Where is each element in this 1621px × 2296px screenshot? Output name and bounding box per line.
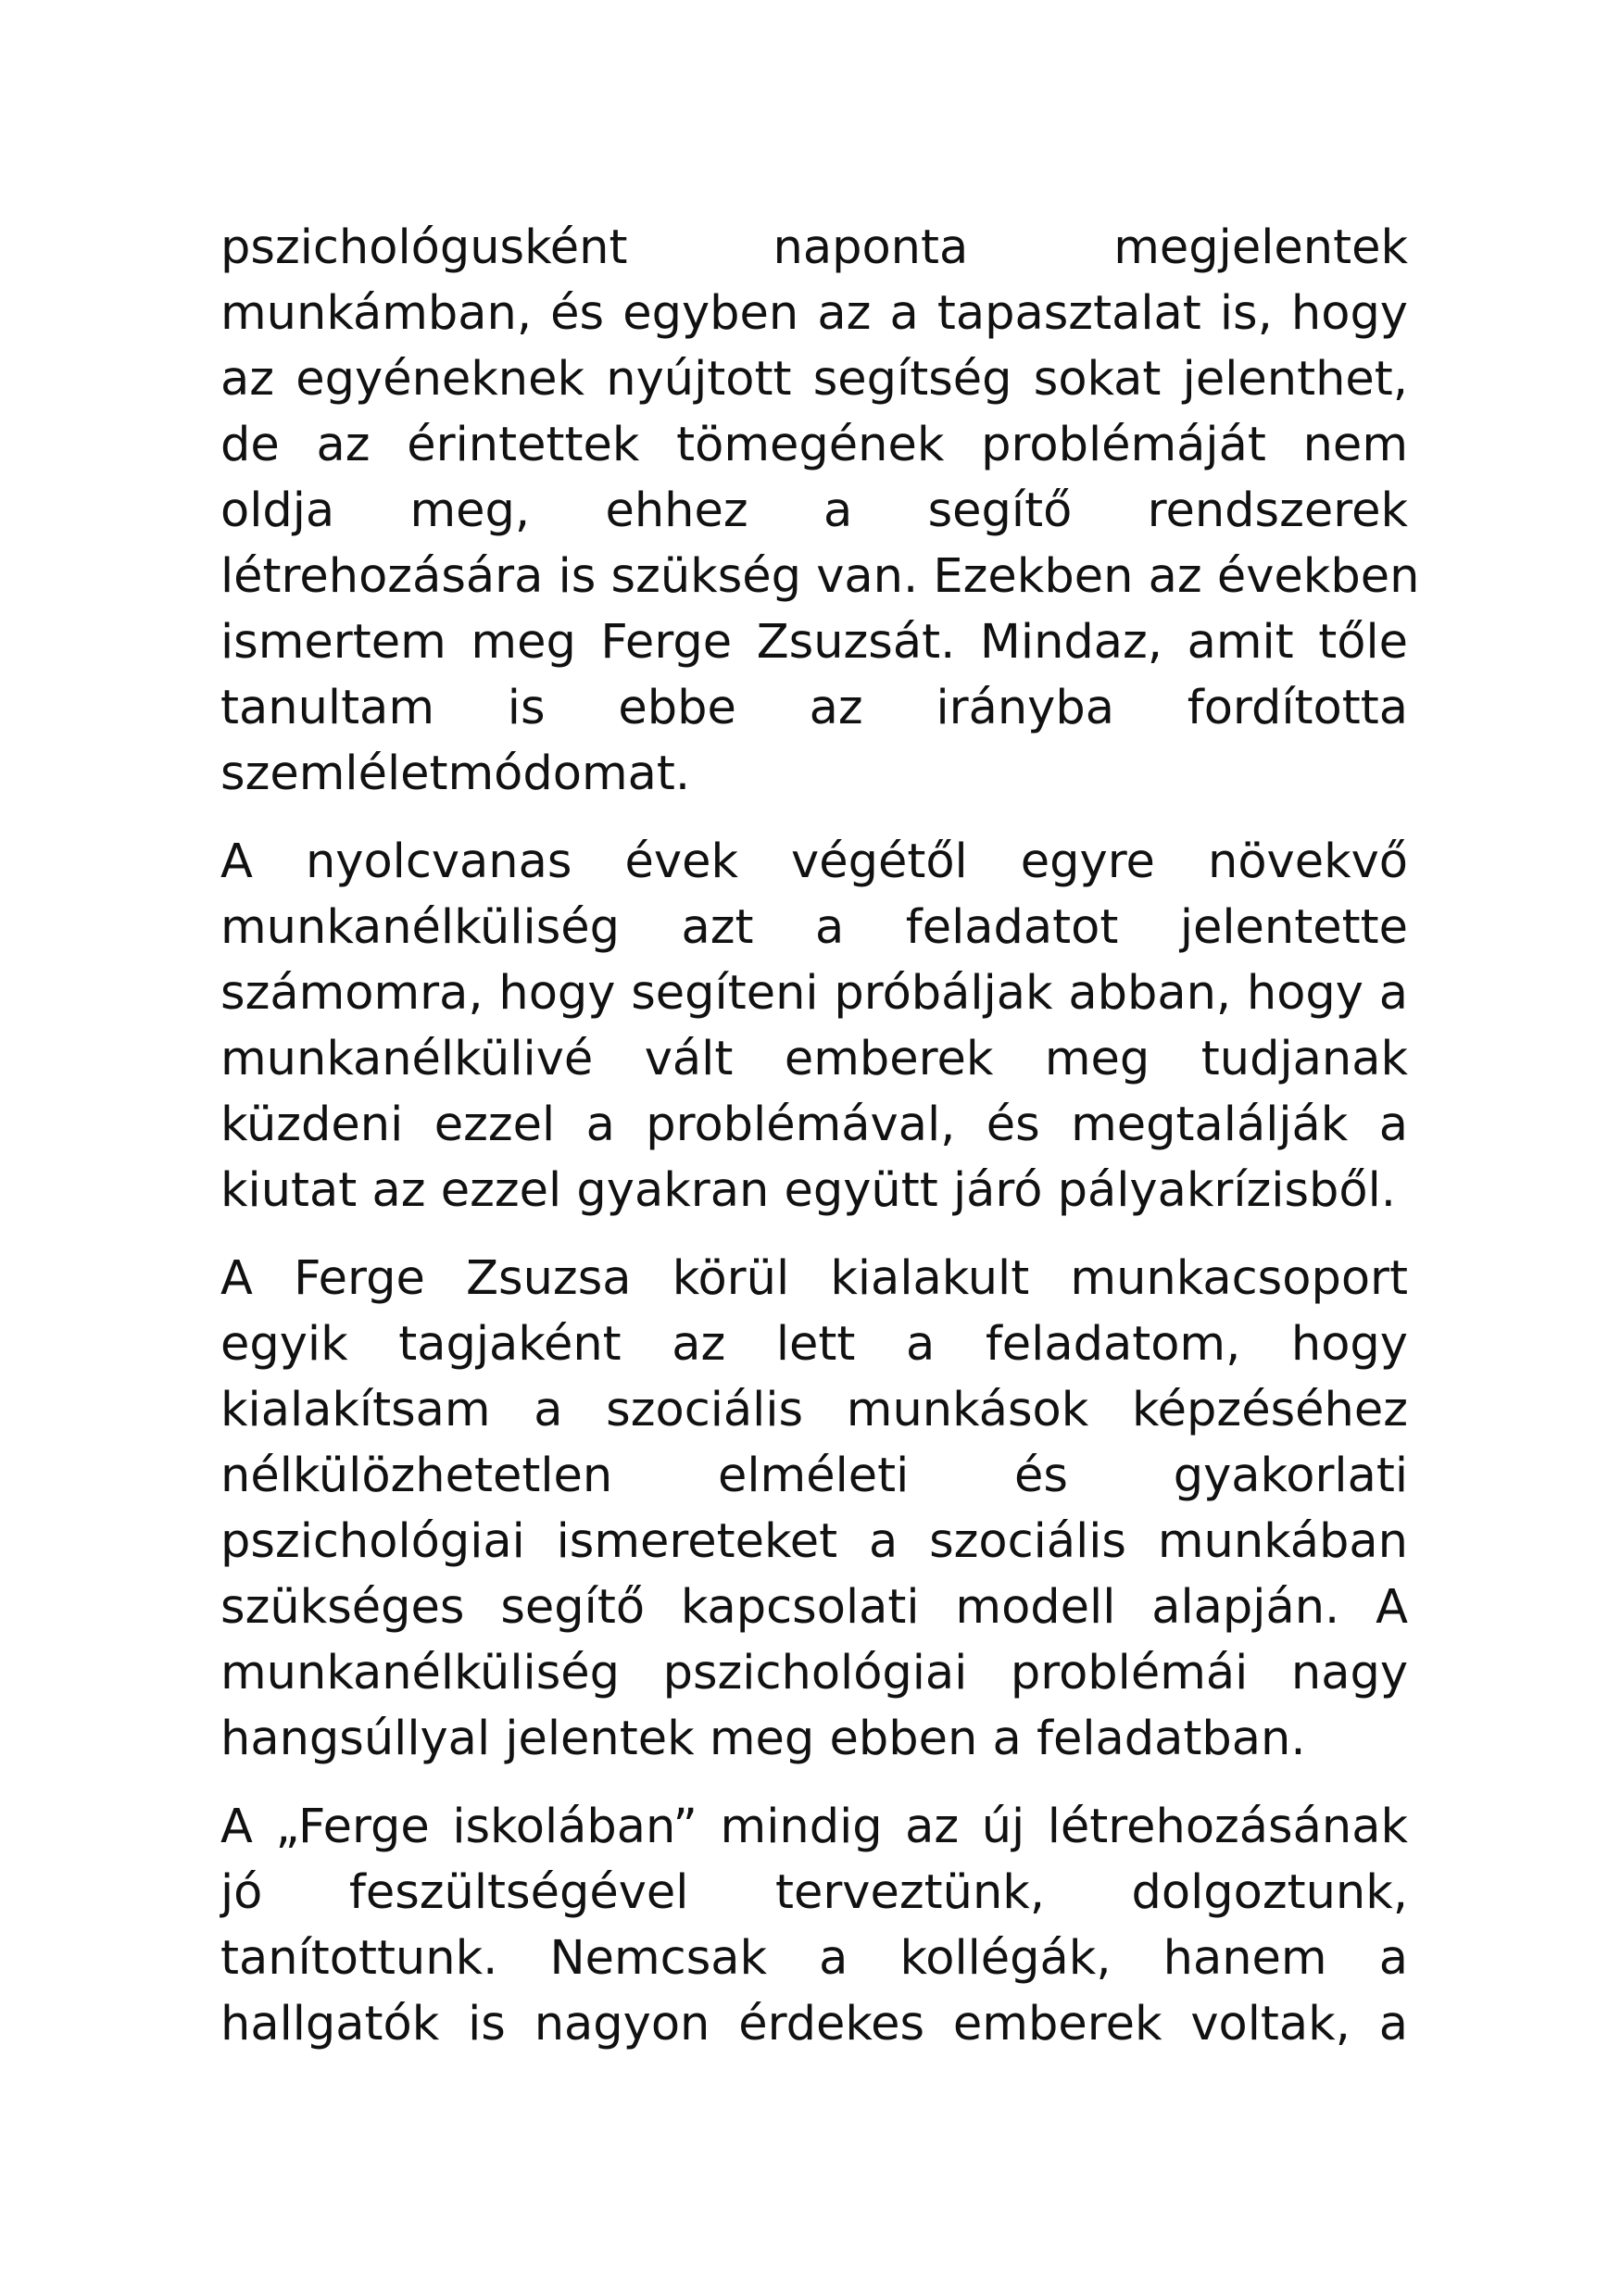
text-line: munkanélküliség pszichológiai problémái nagy — [220, 1646, 1408, 1700]
text-line: tanultam is ebbe az irányba fordította — [220, 681, 1408, 735]
text-line: szemléletmódomat. — [220, 747, 691, 801]
paragraph-1 — [220, 215, 1420, 807]
text-line: de az érintettek tömegének problémáját nem — [220, 418, 1408, 472]
text-line: ismertem meg Ferge Zsuzsát. Mindaz, amit tőle — [220, 615, 1408, 670]
text-line: munkanélküliség azt a feladatot jelentette — [220, 900, 1408, 955]
text-line: küzdeni ezzel a problémával, és megtalálják a — [220, 1098, 1408, 1152]
text-line: számomra, hogy segíteni próbáljak abban, hogy a — [220, 966, 1408, 1021]
text-line: munkámban, és egyben az a tapasztalat is, hogy — [220, 286, 1408, 341]
text-line: jó feszültségével terveztünk, dolgoztunk, — [220, 1865, 1408, 1920]
text-line: A nyolcvanas évek végétől egyre növekvő — [220, 834, 1408, 889]
text-line: tanítottunk. Nemcsak a kollégák, hanem a — [220, 1931, 1408, 1986]
text-line: kiutat az ezzel gyakran együtt járó pályakrízisből. — [220, 1163, 1396, 1218]
text-line: A „Ferge iskolában” mindig az új létrehozásának — [220, 1800, 1408, 1854]
text-line: pszichológusként naponta megjelentek — [220, 220, 1408, 275]
paragraph-2 — [220, 829, 1408, 1223]
text-line: pszichológiai ismereteket a szociális munkában — [220, 1514, 1408, 1569]
text-line: kialakítsam a szociális munkások képzéséhez — [220, 1383, 1408, 1437]
paragraph-3 — [220, 1246, 1408, 1772]
paragraph-4 — [220, 1794, 1408, 2057]
text-line: nélkülözhetetlen elméleti és gyakorlati — [220, 1449, 1408, 1503]
text-line: hangsúllyal jelentek meg ebben a feladatban. — [220, 1712, 1306, 1766]
text-line: egyik tagjaként az lett a feladatom, hogy — [220, 1317, 1408, 1372]
text-line: A Ferge Zsuzsa körül kialakult munkacsoport — [220, 1251, 1408, 1306]
text-line: szükséges segítő kapcsolati modell alapján. A — [220, 1580, 1408, 1635]
text-line: hallgatók is nagyon érdekes emberek voltak, a — [220, 1997, 1408, 2051]
document-page — [220, 215, 1420, 2079]
text-line: létrehozására is szükség van. Ezekben az években — [220, 549, 1420, 604]
text-line: az egyéneknek nyújtott segítség sokat jelenthet, — [220, 352, 1408, 407]
text-line: munkanélkülivé vált emberek meg tudjanak — [220, 1032, 1408, 1086]
text-line: oldja meg, ehhez a segítő rendszerek — [220, 483, 1408, 538]
